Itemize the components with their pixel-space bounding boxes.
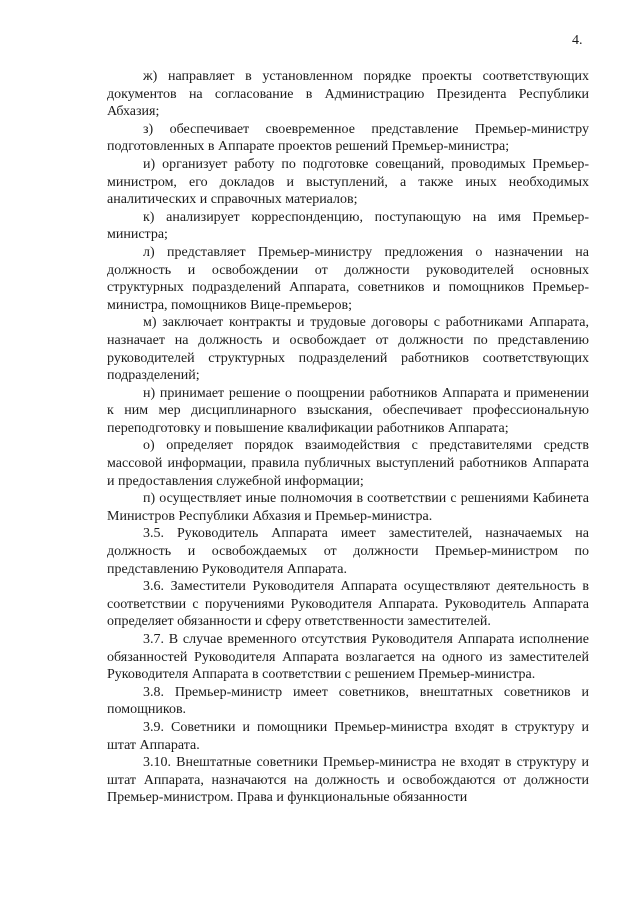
section-3-9: 3.9. Советники и помощники Премьер-министра входят в структуру и штат Аппарата.	[107, 719, 589, 753]
document-body	[107, 68, 589, 807]
section-3-5: 3.5. Руководитель Аппарата имеет заместителей, назначаемых на должность и освобождаемых от должности Премьер-министром по представлению Руководителя Аппарата.	[107, 526, 589, 577]
section-3-10: 3.10. Внештатные советники Премьер-министра не входят в структуру и штат Аппарата, назначаются на должность и освобождаются от должности Премьер-министром. Права и функциональные обязанности	[107, 755, 589, 806]
page-number: 4.	[572, 33, 583, 48]
paragraph-k: к) анализирует корреспонденцию, поступающую на имя Премьер-министра;	[107, 209, 589, 243]
paragraph-zh: ж) направляет в установленном порядке проекты соответствующих документов на согласование в Администрацию Президента Республики Абхазия;	[107, 69, 589, 120]
section-3-7: 3.7. В случае временного отсутствия Руководителя Аппарата исполнение обязанностей Руководителя Аппарата возлагается на одного из заместителей Руководителя Аппарата в соответствии с решением Премьер-министра.	[107, 632, 589, 683]
paragraph-l: л) представляет Премьер-министру предложения о назначении на должность и освобождении от должности руководителей основных структурных подразделений Аппарата, советников и помощников Премьер-министра, помощников Вице-премьеров;	[107, 244, 589, 313]
paragraph-p: п) осуществляет иные полномочия в соответствии с решениями Кабинета Министров Республики Абхазия и Премьер-министра.	[107, 491, 589, 524]
paragraph-i: и) организует работу по подготовке совещаний, проводимых Премьер-министром, его докладов и выступлений, а также иных необходимых аналитических и справочных материалов;	[107, 156, 589, 208]
paragraph-n: н) принимает решение о поощрении работников Аппарата и применении к ним мер дисциплинарного взыскания, обеспечивает профессиональную переподготовку и повышение квалификации работников Аппарата;	[107, 385, 589, 436]
paragraph-m: м) заключает контракты и трудовые договоры с работниками Аппарата, назначает на должность и освобождает от должности по представлению руководителей структурных подразделений работников соответствующих подразделений;	[107, 315, 589, 384]
paragraph-z: з) обеспечивает своевременное представление Премьер-министру подготовленных в Аппарате проектов решений Премьер-министра;	[107, 121, 589, 155]
paragraph-o: о) определяет порядок взаимодействия с представителями средств массовой информации, правила публичных выступлений работников Аппарата и предоставления служебной информации;	[107, 438, 589, 489]
section-3-8: 3.8. Премьер-министр имеет советников, внештатных советников и помощников.	[107, 684, 589, 718]
section-3-6: 3.6. Заместители Руководителя Аппарата осуществляют деятельность в соответствии с поручениями Руководителя Аппарата. Руководитель Аппарата определяет обязанности и сферу ответственности заместителей.	[107, 579, 589, 630]
